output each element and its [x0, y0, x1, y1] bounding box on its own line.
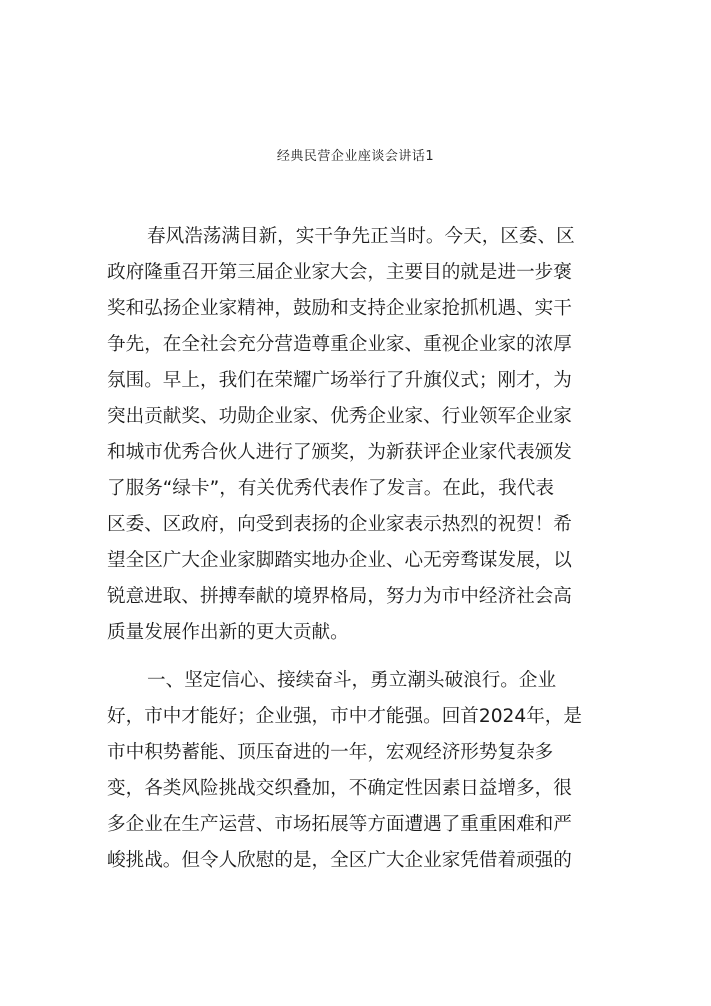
paragraph-1-line: 争先，在全社会充分营造尊重企业家、重视企业家的浓厚 [107, 334, 572, 355]
paragraph-1-line: 了服务“绿卡”，有关优秀代表作了发言。在此，我代表 [107, 478, 554, 499]
paragraph-2-line: 峻挑战。但令人欣慰的是，全区广大企业家凭借着顽强的 [107, 850, 572, 871]
paragraph-2-line: 变，各类风险挑战交织叠加，不确定性因素日益增多，很 [107, 778, 572, 799]
paragraph-1-line: 政府隆重召开第三届企业家大会，主要目的就是进一步褒 [107, 262, 572, 283]
paragraph-1-line: 突出贡献奖、功勋企业家、优秀企业家、行业领军企业家 [107, 406, 572, 427]
paragraph-2-line: 多企业在生产运营、市场拓展等方面遭遇了重重困难和严 [107, 814, 572, 835]
paragraph-1-line: 春风浩荡满目新，实干争先正当时。今天，区委、区 [147, 226, 575, 247]
paragraph-1-line: 锐意进取、拼搏奉献的境界格局，努力为市中经济社会高 [107, 586, 572, 607]
paragraph-1-line: 奖和弘扬企业家精神，鼓励和支持企业家抢抓机遇、实干 [107, 298, 572, 319]
paragraph-1-line: 和城市优秀合伙人进行了颁奖，为新获评企业家代表颁发 [107, 442, 572, 463]
paragraph-2-line: 市中积势蓄能、顶压奋进的一年，宏观经济形势复杂多 [107, 742, 554, 763]
paragraph-2-line: 好，市中才能好；企业强，市中才能强。回首2024年，是 [107, 706, 582, 727]
document-title: 经典民营企业座谈会讲话1 [276, 149, 435, 164]
paragraph-2-line: 一、坚定信心、接续奋斗，勇立潮头破浪行。企业 [147, 670, 557, 691]
paragraph-1-line: 区委、区政府，向受到表扬的企业家表示热烈的祝贺！希 [107, 514, 572, 535]
paragraph-1-line: 氛围。早上，我们在荣耀广场举行了升旗仪式；刚才，为 [107, 370, 572, 391]
paragraph-1-line: 望全区广大企业家脚踏实地办企业、心无旁骛谋发展，以 [107, 550, 572, 571]
paragraph-1-line: 质量发展作出新的更大贡献。 [107, 622, 349, 643]
